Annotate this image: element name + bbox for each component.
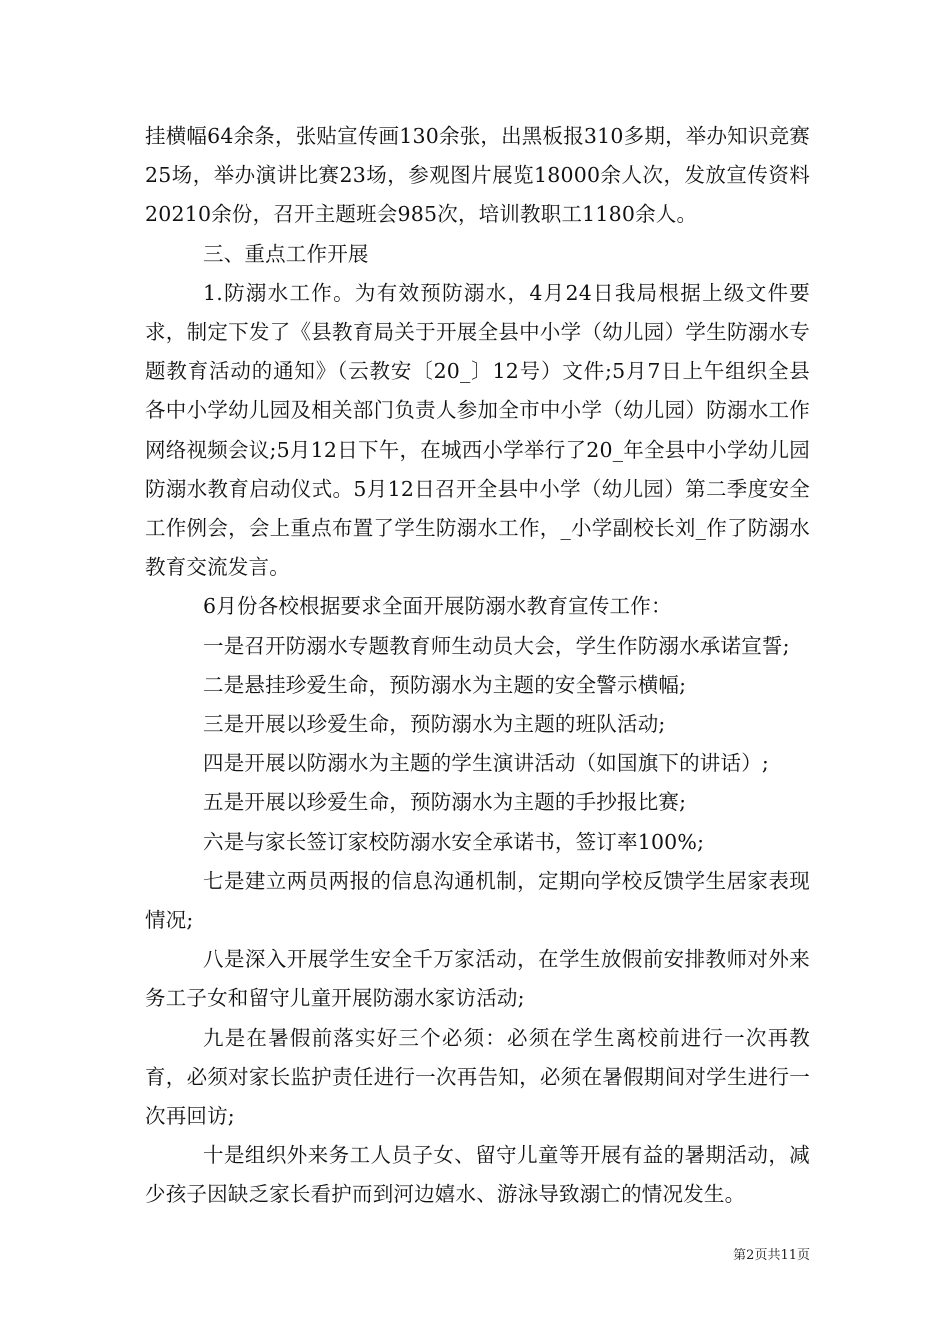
paragraph-drowning-prevention: 1.防溺水工作。为有效预防溺水，4月24日我局根据上级文件要求，制定下发了《县教育局关于开展全县中小学（幼儿园）学生防溺水专题教育活动的通知》（云教安〔20_〕12号）文件;5月7日上午组织全县各中小学幼儿园及相关部门负责人参加全市中小学（幼儿园）防溺水工作网络视频会议;5月12日下午，在城西小学举行了20_年全县中小学幼儿园防溺水教育启动仪式。5月12日召开全县中小学（幼儿园）第二季度安全工作例会，会上重点布置了学生防溺水工作，_小学副校长刘_作了防溺水教育交流发言。 bbox=[145, 280, 810, 580]
page-number-footer: 第2页共11页 bbox=[733, 1248, 810, 1263]
list-item-10: 十是组织外来务工人员子女、留守儿童等开展有益的暑期活动，减少孩子因缺乏家长看护而到河边嬉水、游泳导致溺亡的情况发生。 bbox=[145, 1143, 810, 1207]
list-item-2: 二是悬挂珍爱生命，预防溺水为主题的安全警示横幅; bbox=[203, 672, 687, 697]
list-item-1: 一是召开防溺水专题教育师生动员大会，学生作防溺水承诺宣誓; bbox=[203, 633, 790, 658]
list-item-4: 四是开展以防溺水为主题的学生演讲活动（如国旗下的讲话）; bbox=[203, 751, 770, 776]
list-item-3: 三是开展以珍爱生命，预防溺水为主题的班队活动; bbox=[203, 712, 666, 737]
paragraph-june-campaign: 6月份各校根据要求全面开展防溺水教育宣传工作： bbox=[203, 594, 672, 619]
paragraph-stats-continued: 挂横幅64余条，张贴宣传画130余张，出黑板报310多期，举办知识竞赛25场，举办演讲比赛23场，参观图片展览18000余人次，发放宣传资料20210余份，召开主题班会985次，培训教职工1180余人。 bbox=[145, 124, 810, 227]
list-item-8: 八是深入开展学生安全千万家活动，在学生放假前安排教师对外来务工子女和留守儿童开展防溺水家访活动; bbox=[145, 947, 810, 1011]
document-body bbox=[145, 117, 810, 1215]
section-heading-key-work: 三、重点工作开展 bbox=[203, 241, 369, 266]
list-item-6: 六是与家长签订家校防溺水安全承诺书，签订率100%; bbox=[203, 829, 705, 854]
list-item-9: 九是在暑假前落实好三个必须：必须在学生离校前进行一次再教育，必须对家长监护责任进行一次再告知，必须在暑假期间对学生进行一次再回访; bbox=[145, 1025, 810, 1129]
list-item-7: 七是建立两员两报的信息沟通机制，定期向学校反馈学生居家表现情况; bbox=[145, 868, 810, 933]
list-item-5: 五是开展以珍爱生命，预防溺水为主题的手抄报比赛; bbox=[203, 790, 687, 815]
